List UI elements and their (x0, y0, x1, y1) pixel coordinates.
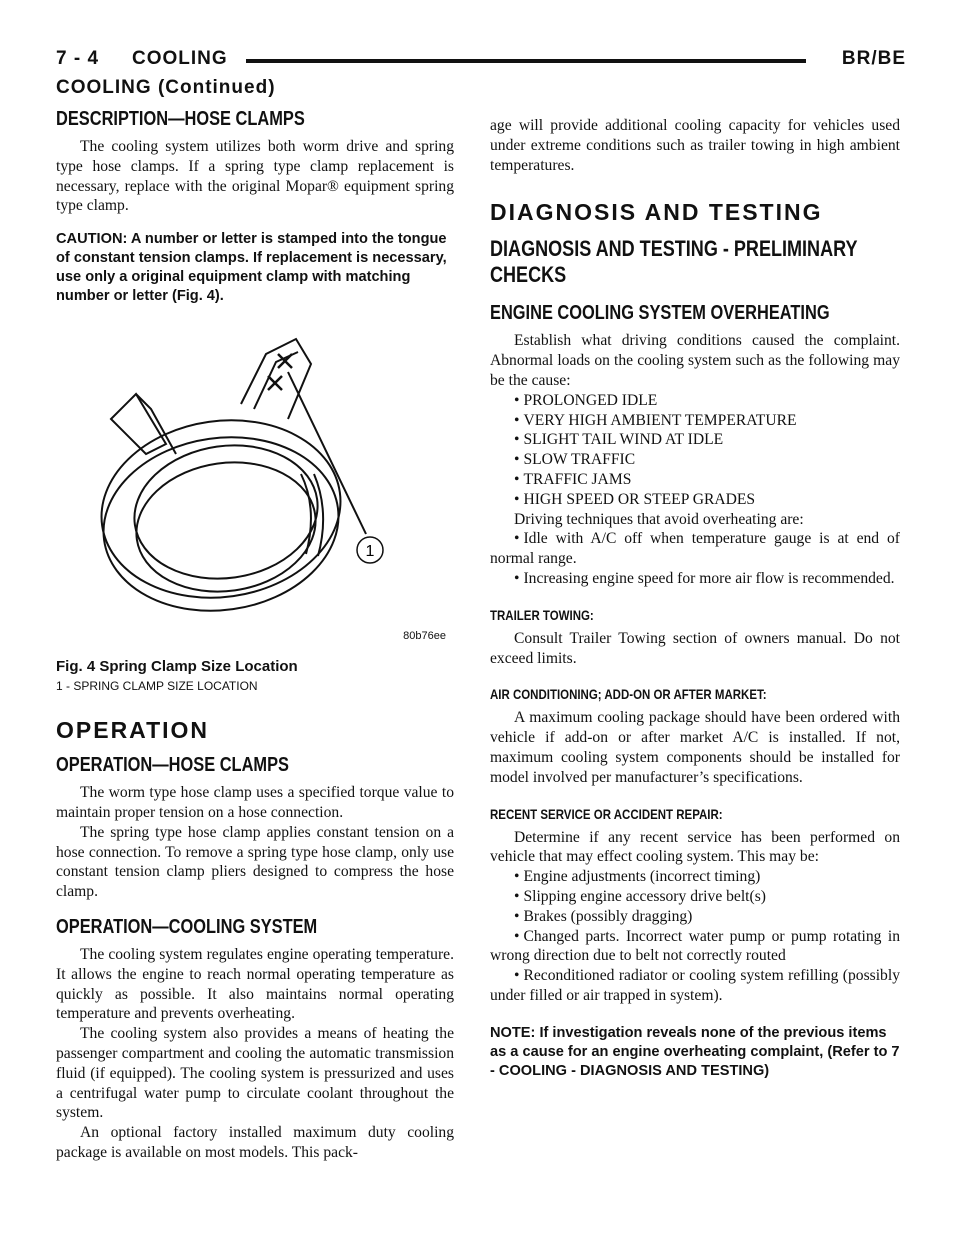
op-cool-p2: The cooling system also provides a means of heating the passenger compartment and cooling the automatic transmission fluid (if equipped). The cooling system is pressurized and uses a centrifugal water pump to circulate coolant throughout the system. (56, 1025, 454, 1122)
ac-heading: AIR CONDITIONING; ADD-ON OR AFTER MARKET: (490, 686, 767, 703)
recent-item: • Changed parts. Incorrect water pump or pump rotating in wrong direction due to belt not correctly routed (490, 927, 900, 967)
prelim-heading-line1: DIAGNOSIS AND TESTING - PRELIMINARY (490, 236, 858, 262)
op-cooling-heading: OPERATION—COOLING SYSTEM (56, 915, 318, 938)
technique-item: • Idle with A/C off when temperature gauge is at end of normal range. (490, 529, 900, 569)
caution-text: CAUTION: A number or letter is stamped into the tongue of constant tension clamps. If replacement is necessary, use only a original equipment clamp with matching number or letter (Fig. 4). (56, 231, 447, 305)
cause-item: • VERY HIGH AMBIENT TEMPERATURE (490, 411, 900, 431)
figure-spring-clamp (56, 324, 454, 654)
figure-code: 80b76ee (403, 630, 446, 643)
section-name: COOLING (132, 48, 228, 69)
cause-item: • SLIGHT TAIL WIND AT IDLE (490, 430, 900, 450)
techniques-intro: Driving techniques that avoid overheating are: (514, 510, 804, 528)
overheating-heading: ENGINE COOLING SYSTEM OVERHEATING (490, 302, 830, 325)
cause-item: • HIGH SPEED OR STEEP GRADES (490, 490, 900, 510)
cause-item: • TRAFFIC JAMS (490, 470, 900, 490)
desc-paragraph: The cooling system utilizes both worm drive and spring type hose clamps. If a spring type clamp replacement is necessary, replace with the original Mopar® equipment spring type clamp. (56, 138, 454, 215)
op-hose-p1: The worm type hose clamp uses a specified torque value to maintain proper tension on a hose connection. (56, 784, 454, 821)
op-cool-p3: An optional factory installed maximum duty cooling package is available on most models. This pack- (56, 1124, 454, 1161)
header-rule (246, 59, 806, 63)
towing-heading: TRAILER TOWING: (490, 606, 594, 623)
cause-item: • PROLONGED IDLE (490, 391, 900, 411)
note-text: NOTE: If investigation reveals none of the previous items as a cause for an engine overheating complaint, (Refer to 7 - COOLING - DIAGNOSIS AND TESTING) (490, 1024, 900, 1079)
op-cool-p1: The cooling system regulates engine operating temperature. It allows the engine to reach normal operating temperature as quickly as possible. It also maintains normal operating temperature and prevents overheating. (56, 945, 454, 1023)
right-column (490, 116, 900, 1081)
recent-service-paragraph: Determine if any recent service has been performed on vehicle that may effect cooling system. This may be: (490, 828, 900, 866)
leader-line (288, 372, 366, 534)
cause-item: • SLOW TRAFFIC (490, 450, 900, 470)
spring-clamp-illustration (56, 324, 454, 654)
left-column (56, 108, 454, 1163)
diagnosis-heading: DIAGNOSIS AND TESTING (490, 199, 823, 226)
recent-service-heading: RECENT SERVICE OR ACCIDENT REPAIR: (490, 805, 723, 822)
continued-heading: COOLING (Continued) (56, 77, 276, 98)
operation-heading: OPERATION (56, 717, 210, 744)
model-code: BR/BE (841, 48, 906, 69)
recent-item: • Slipping engine accessory drive belt(s) (490, 887, 900, 907)
page-header (56, 40, 906, 80)
op-hose-clamps-heading: OPERATION—HOSE CLAMPS (56, 754, 289, 777)
ac-paragraph: A maximum cooling package should have been ordered with vehicle if add-on or after market A/C is installed. If not, maximum cooling system components should be installed for model involved per manufacturer’s specifications. (490, 709, 900, 786)
recent-item: • Engine adjustments (incorrect timing) (490, 867, 900, 887)
technique-item: • Increasing engine speed for more air flow is recommended. (490, 569, 900, 589)
desc-hose-clamps-heading: DESCRIPTION—HOSE CLAMPS (56, 108, 305, 130)
overheating-paragraph: Establish what driving conditions caused the complaint. Abnormal loads on the cooling system such as the following may be the cause: (490, 332, 900, 389)
prelim-heading-line2: CHECKS (490, 262, 567, 288)
figure-caption: Fig. 4 Spring Clamp Size Location (56, 658, 298, 676)
towing-paragraph: Consult Trailer Towing section of owners manual. Do not exceed limits. (490, 629, 900, 667)
figure-legend: 1 - SPRING CLAMP SIZE LOCATION (56, 679, 258, 694)
continued-paragraph: age will provide additional cooling capacity for vehicles used under extreme conditions such as trailer towing in high ambient temperatures. (490, 117, 900, 174)
page-number: 7 - 4 (56, 48, 100, 69)
op-hose-p2: The spring type hose clamp applies constant tension on a hose connection. To remove a spring type hose clamp, only use constant tension clamp pliers designed to compress the hose clamp. (56, 823, 454, 901)
recent-item: • Reconditioned radiator or cooling system refilling (possibly under filled or air trapped in system). (490, 966, 900, 1006)
callout-number: 1 (365, 543, 375, 561)
recent-item: • Brakes (possibly dragging) (490, 907, 900, 927)
